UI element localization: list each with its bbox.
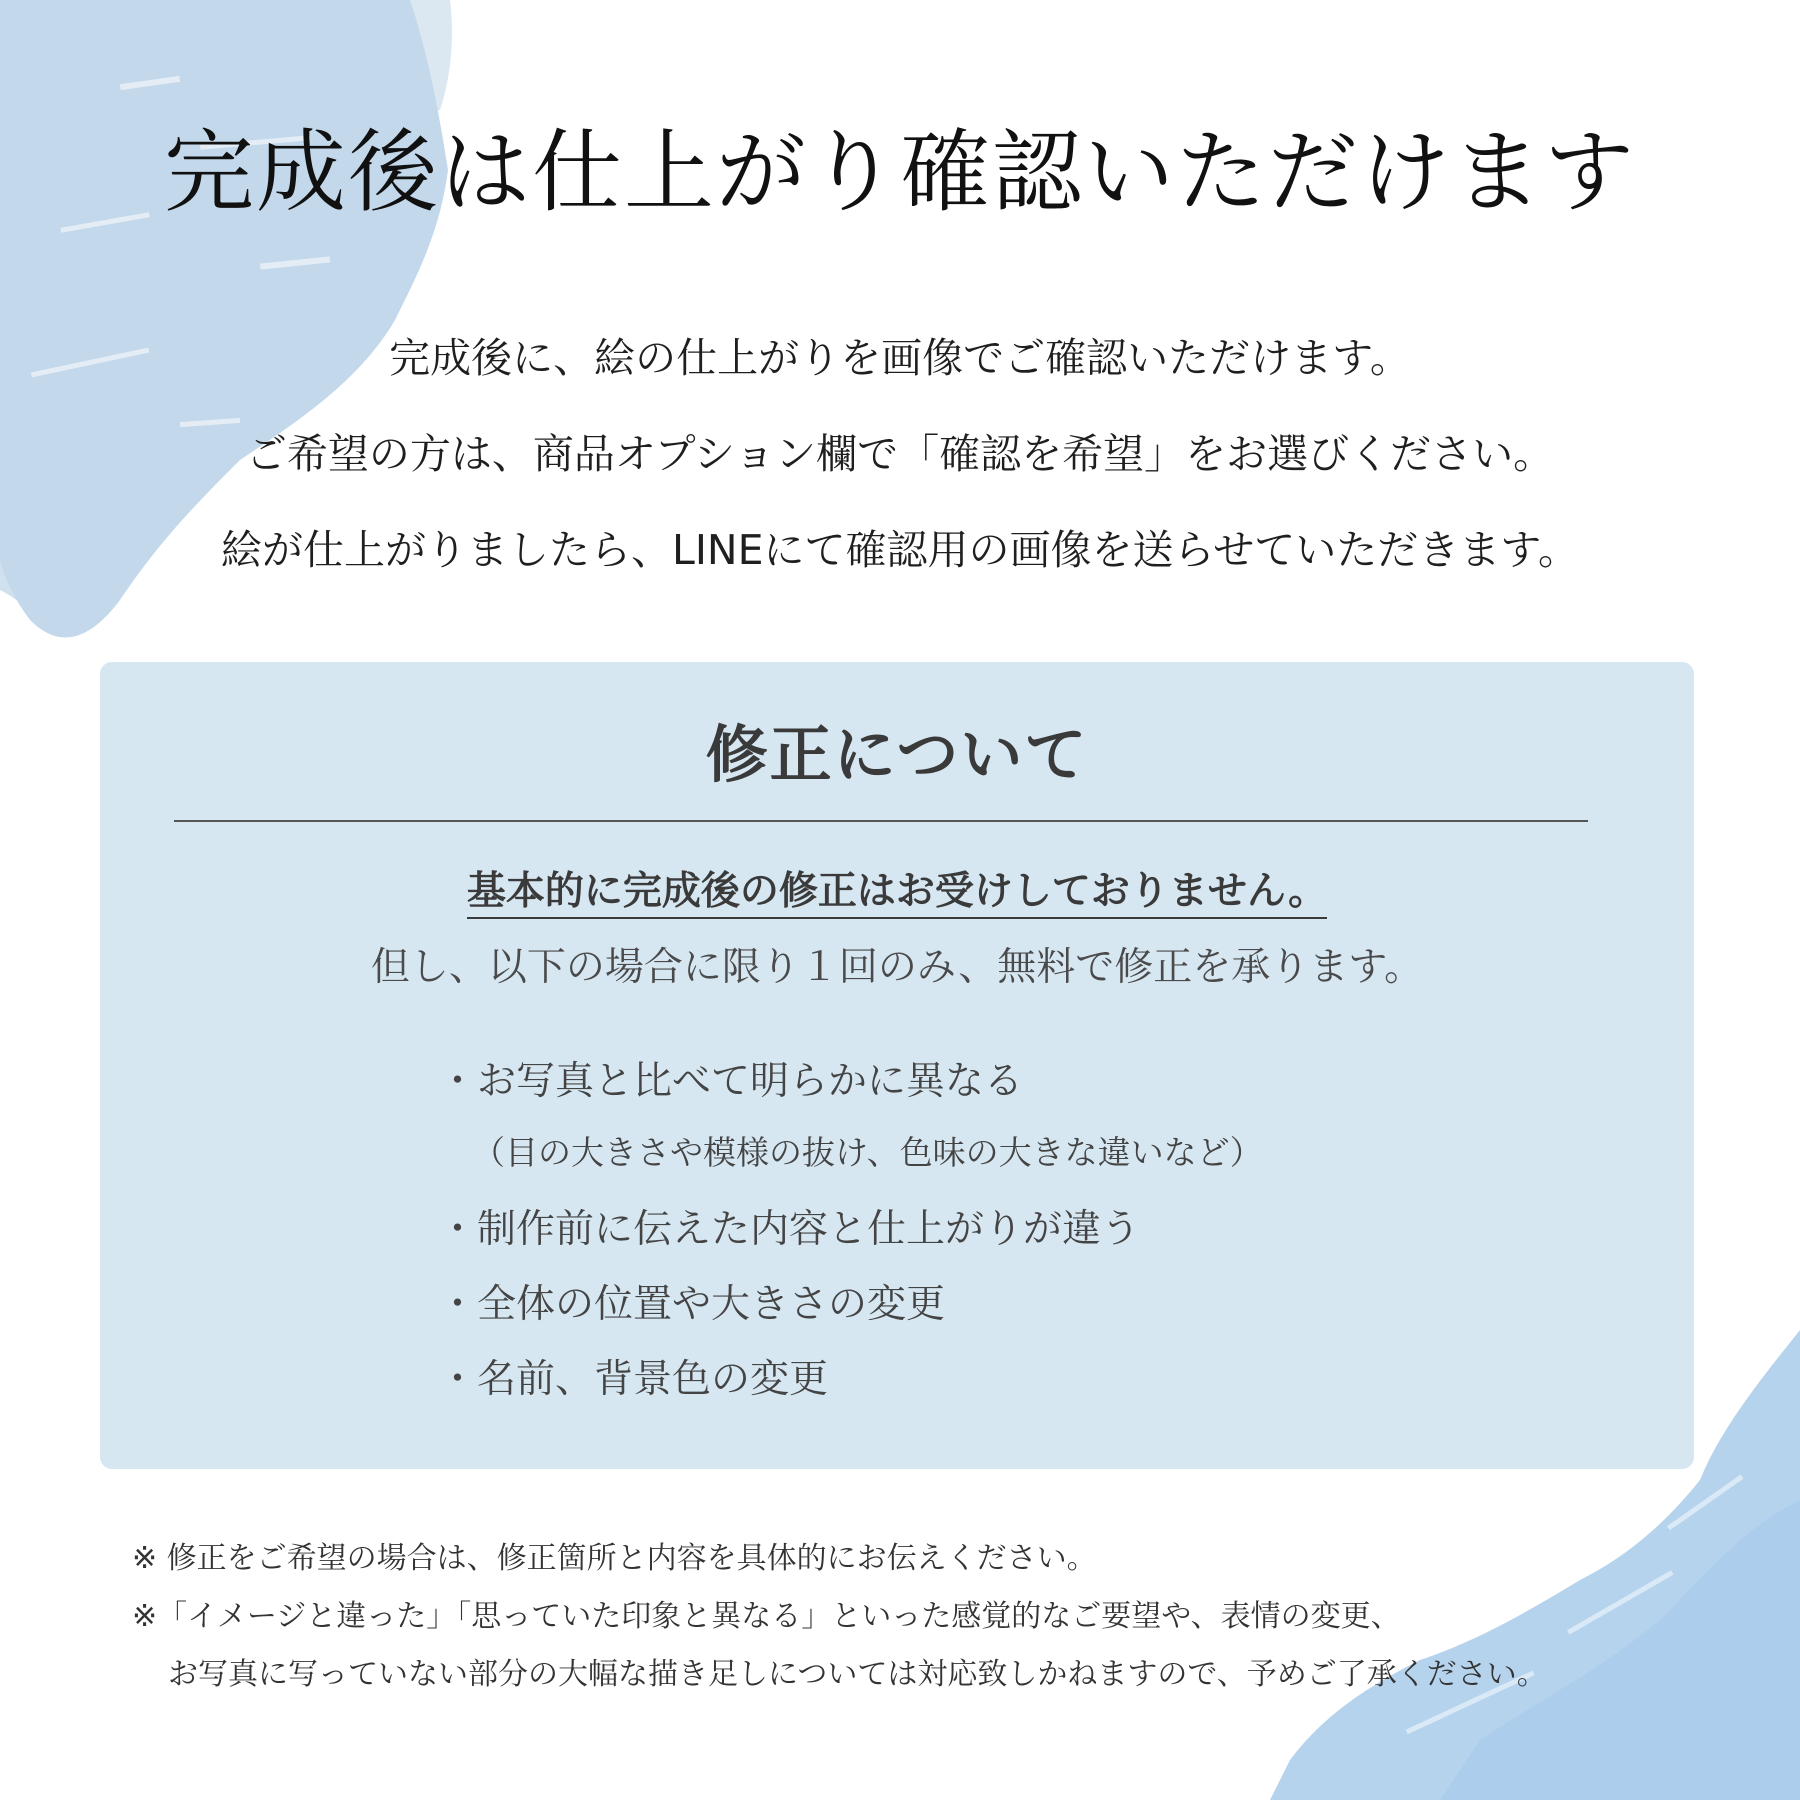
- notice-main: [100, 862, 1694, 922]
- condition-item: ・お写真と比べて明らかに異なる: [438, 1059, 1024, 1104]
- divider: [174, 820, 1588, 822]
- footnote: ※ 修正をご希望の場合は、修正箇所と内容を具体的にお伝えください。: [132, 1541, 1097, 1576]
- footnotes: [132, 1530, 1732, 1704]
- footnote: お写真に写っていない部分の大幅な描き足しについては対応致しかねますので、予めご了承ください。: [168, 1657, 1547, 1692]
- page-title: 完成後は仕上がり確認いただけます: [164, 120, 1636, 225]
- intro-line: ご希望の方は、商品オプション欄で「確認を希望」をお選びください。: [245, 430, 1555, 478]
- condition-item: ・名前、背景色の変更: [438, 1357, 829, 1402]
- notice-sub: 但し、以下の場合に限り１回のみ、無料で修正を承ります。: [370, 945, 1424, 990]
- intro-text: [40, 310, 1760, 598]
- revision-info-panel: [100, 662, 1694, 1469]
- intro-line: 絵が仕上がりましたら、LINEにて確認用の画像を送らせていただきます。: [221, 526, 1579, 574]
- footnote: ※「イメージと違った」「思っていた印象と異なる」といった感覚的なご要望や、表情の変更、: [132, 1599, 1401, 1634]
- condition-item: ・制作前に伝えた内容と仕上がりが違う: [438, 1207, 1141, 1252]
- condition-item: ・全体の位置や大きさの変更: [438, 1282, 946, 1327]
- panel-heading: 修正について: [705, 718, 1089, 791]
- condition-note: （目の大きさや模様の抜け、色味の大きな違いなど）: [472, 1133, 1263, 1172]
- notice-main-text: 基本的に完成後の修正はお受けしておりません。: [467, 869, 1327, 919]
- intro-line: 完成後に、絵の仕上がりを画像でご確認いただけます。: [389, 334, 1411, 382]
